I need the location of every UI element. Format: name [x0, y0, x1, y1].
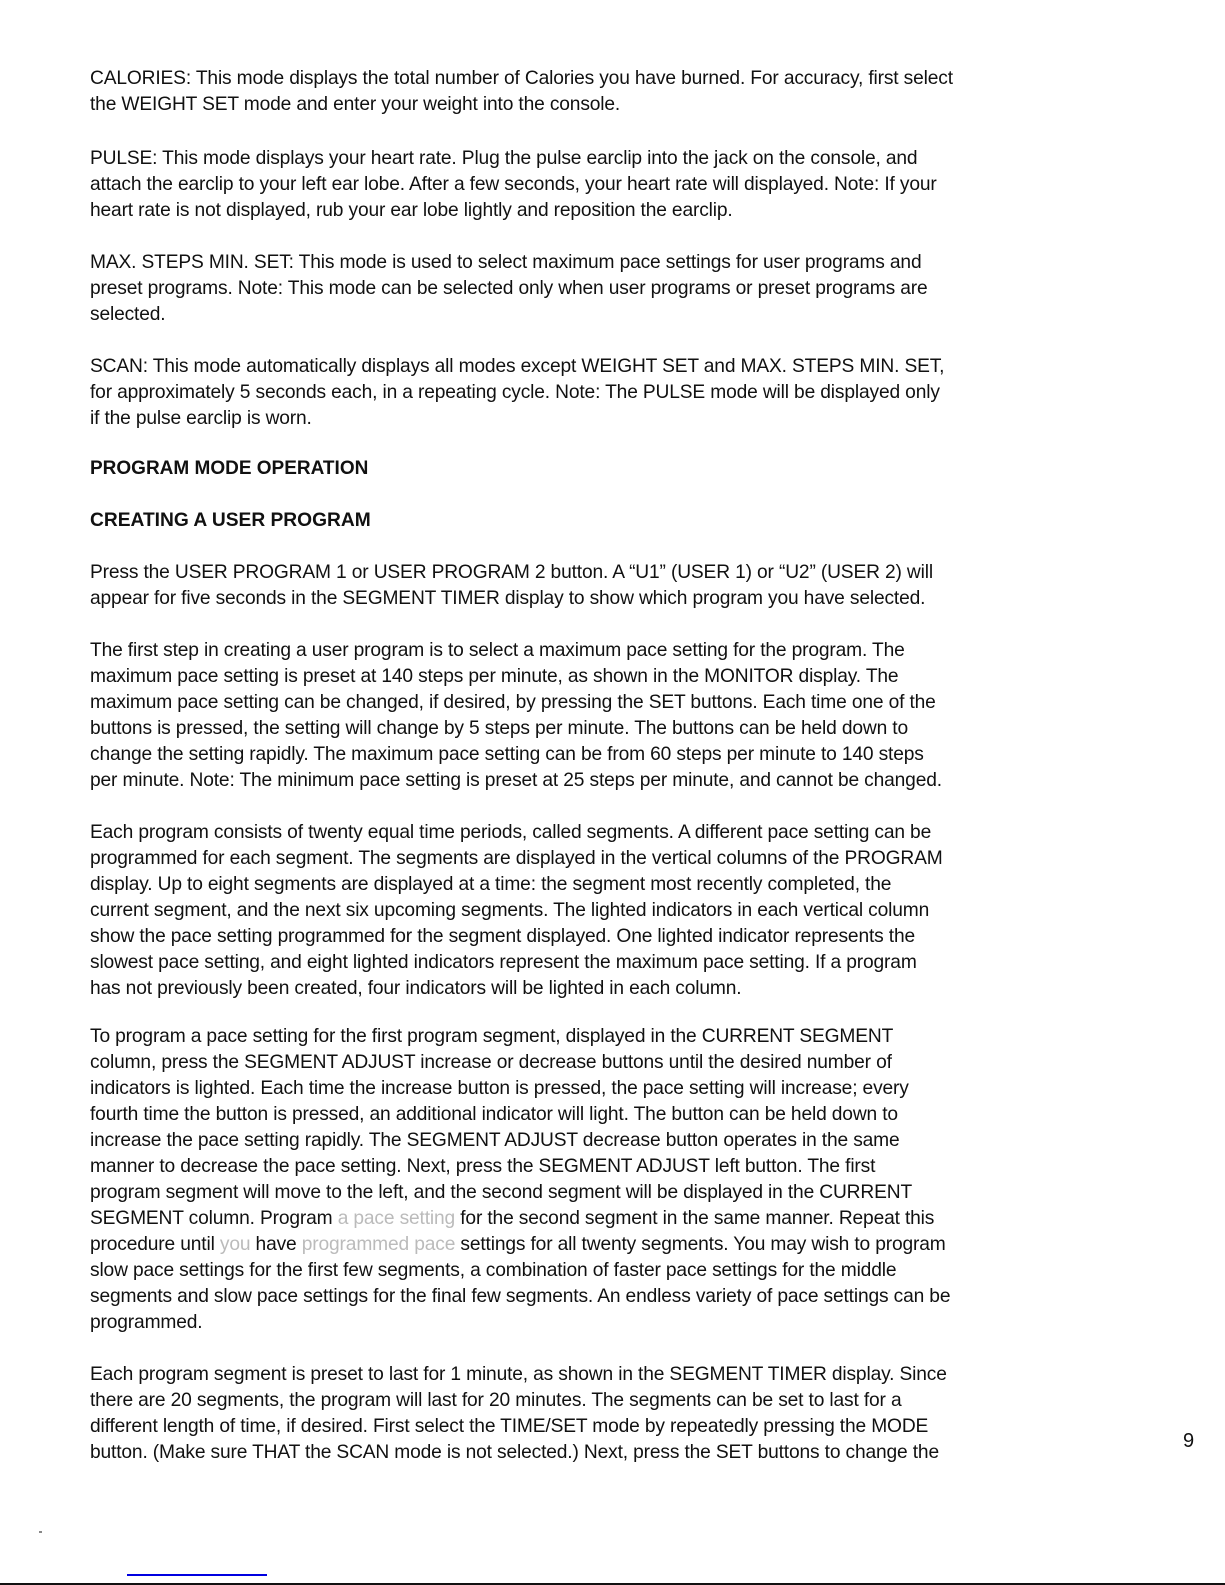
- faded-text: you: [219, 1234, 251, 1255]
- segments-paragraph: Each program consists of twenty equal time periods, called segments. A different pace setting can be programmed for each segment. The segments are displayed in the vertical columns of the PROGRAM display. Up to eight segments are displayed at a time: the segment most recently completed, the current segment, and the next six upcoming segments. The lighted indicators in each vertical column show the pace setting programmed for the segment displayed. One lighted indicator represents the slowest pace setting, and eight lighted indicators represent the maximum pace setting. If a program has not previously been created, four indicators will be lighted in each column.: [90, 822, 943, 999]
- page-number: 9: [1183, 1430, 1195, 1452]
- calories-paragraph: CALORIES: This mode displays the total number of Calories you have burned. For accuracy, first select the WEIGHT SET mode and enter your weight into the console.: [90, 68, 953, 115]
- max-steps-paragraph: MAX. STEPS MIN. SET: This mode is used to select maximum pace settings for user programs and preset programs. Note: This mode can be selected only when user programs or preset programs are selected.: [90, 252, 928, 325]
- subsection-heading: CREATING A USER PROGRAM: [90, 510, 371, 531]
- to-program-line-9: procedure until you have programmed pace settings for all twenty segments. You may wish to program: [90, 1234, 946, 1255]
- to-program-line-8: SEGMENT column. Program a pace setting for the second segment in the same manner. Repeat this: [90, 1208, 935, 1229]
- blue-underline-rule: [127, 1574, 267, 1576]
- section-heading: PROGRAM MODE OPERATION: [90, 458, 369, 479]
- scan-artifact: [39, 1531, 42, 1533]
- scan-paragraph: SCAN: This mode automatically displays all modes except WEIGHT SET and MAX. STEPS MIN. SET, for approximately 5 seconds each, in a repeating cycle. Note: The PULSE mode will be displayed only if the pulse earclip is worn.: [90, 356, 945, 429]
- faded-text: programmed pace: [301, 1234, 456, 1255]
- press-user-program-paragraph: Press the USER PROGRAM 1 or USER PROGRAM 2 button. A “U1” (USER 1) or “U2” (USER 2) will appear for five seconds in the SEGMENT TIMER display to show which program you have selected.: [90, 562, 933, 609]
- to-program-paragraph: To program a pace setting for the first program segment, displayed in the CURRENT SEGMENT column, press the SEGMENT ADJUST increase or decrease buttons until the desired number of indicators is lighted. Each time the increase button is pressed, the pace setting will increase; every fourth time the button is pressed, an additional indicator will light. The button can be held down to increase the pace setting rapidly. The SEGMENT ADJUST decrease button operates in the same manner to decrease the pace setting. Next, press the SEGMENT ADJUST left button. The first program segment will move to the left, and the second segment will be displayed in the CURRENT SEGMENT column. Program a pace setting for the second segment in the same manner. Repeat this procedure until you have programmed pace settings for all twenty segments. You may wish to program slow pace settings for the first few segments, a combination of faster pace settings for the middle segments and slow pace settings for the final few segments. An endless variety of pace settings can be programmed.: [90, 1026, 951, 1333]
- pulse-paragraph: PULSE: This mode displays your heart rate. Plug the pulse earclip into the jack on the console, and attach the earclip to your left ear lobe. After a few seconds, your heart rate will displayed. Note: If your heart rate is not displayed, rub your ear lobe lightly and reposition the earclip.: [90, 148, 937, 221]
- segment-timer-paragraph: Each program segment is preset to last for 1 minute, as shown in the SEGMENT TIMER display. Since there are 20 segments, the program will last for 20 minutes. The segments can be set to last for a different length of time, if desired. First select the TIME/SET mode by repeatedly pressing the MODE button. (Make sure THAT the SCAN mode is not selected.) Next, press the SET buttons to change the: [90, 1364, 947, 1463]
- first-step-paragraph: The first step in creating a user program is to select a maximum pace setting for the program. The maximum pace setting is preset at 140 steps per minute, as shown in the MONITOR display. The maximum pace setting can be changed, if desired, by pressing the SET buttons. Each time one of the buttons is pressed, the setting will change by 5 steps per minute. The buttons can be held down to change the setting rapidly. The maximum pace setting can be from 60 steps per minute to 140 steps per minute. Note: The minimum pace setting is preset at 25 steps per minute, and cannot be changed.: [90, 640, 942, 791]
- faded-text: a pace setting: [337, 1208, 456, 1229]
